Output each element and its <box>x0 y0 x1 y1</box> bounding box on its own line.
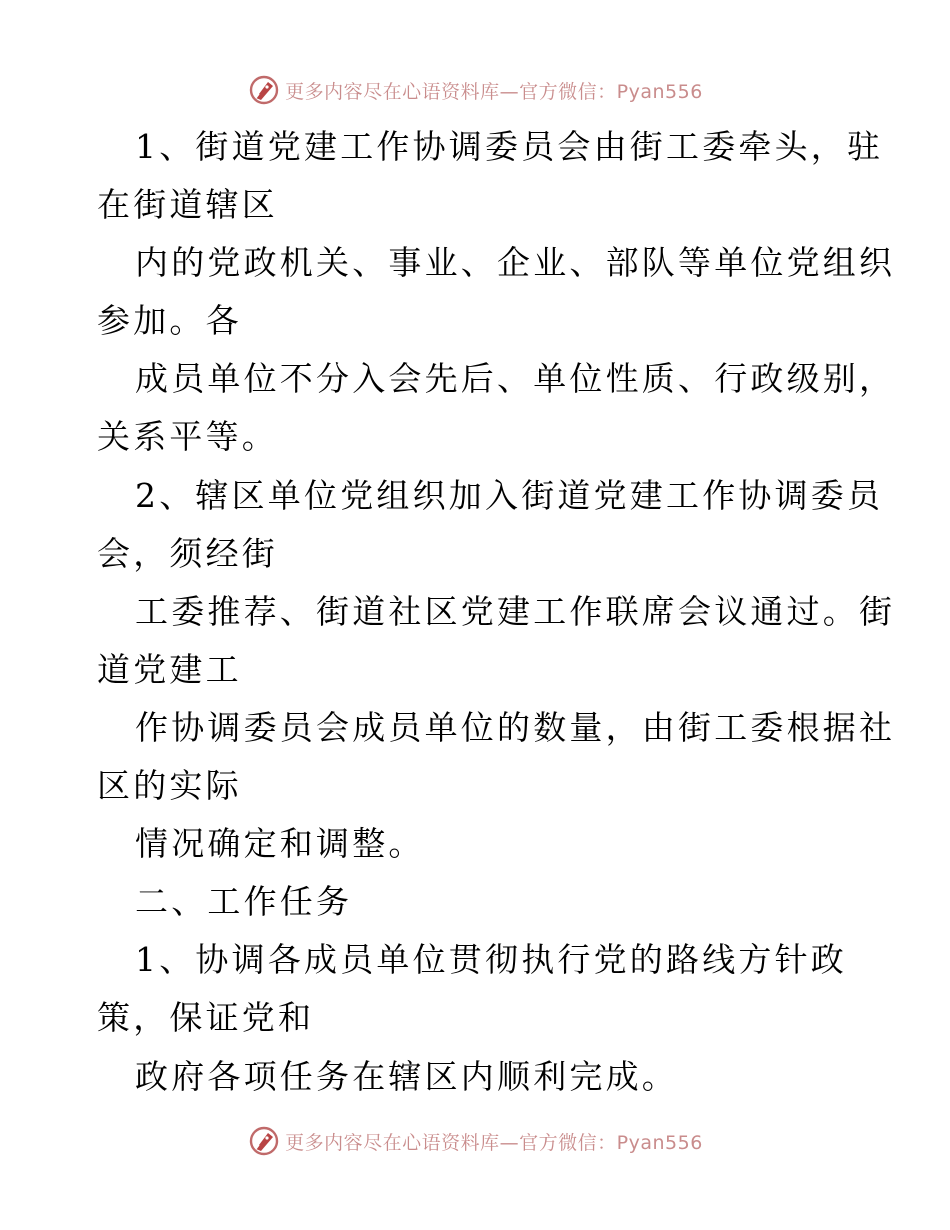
text-line: 策，保证党和 <box>97 998 315 1038</box>
watermark-text: 更多内容尽在心语资料库—官方微信：Pyan556 <box>285 1131 703 1154</box>
text-line: 在街道辖区 <box>97 185 278 225</box>
text-line: 2、辖区单位党组织加入街道党建工作协调委员 <box>135 475 884 515</box>
text-line: 1、协调各成员单位贯彻执行党的路线方针政 <box>135 940 847 980</box>
text-line: 内的党政机关、事业、企业、部队等单位党组织 <box>135 243 896 283</box>
document-body <box>97 118 896 1106</box>
pen-nib-logo-icon <box>247 1124 281 1158</box>
text-line: 工委推荐、街道社区党建工作联席会议通过。街 <box>135 591 896 631</box>
text-line: 会，须经街 <box>97 533 278 573</box>
text-line: 政府各项任务在辖区内顺利完成。 <box>135 1056 678 1096</box>
footer-watermark <box>0 1121 950 1161</box>
text-line: 参加。各 <box>97 301 242 341</box>
text-line: 作协调委员会成员单位的数量，由街工委根据社 <box>135 707 896 747</box>
pen-nib-logo-icon <box>247 73 281 107</box>
text-line: 道党建工 <box>97 649 242 689</box>
text-line: 关系平等。 <box>97 417 278 457</box>
text-line: 成员单位不分入会先后、单位性质、行政级别， <box>135 359 896 399</box>
text-line: 区的实际 <box>97 766 242 806</box>
text-line: 二、工作任务 <box>135 882 353 922</box>
header-watermark <box>0 70 950 110</box>
text-line: 情况确定和调整。 <box>135 824 425 864</box>
text-line: 1、街道党建工作协调委员会由街工委牵头，驻 <box>135 127 884 166</box>
watermark-text: 更多内容尽在心语资料库—官方微信：Pyan556 <box>285 80 703 103</box>
